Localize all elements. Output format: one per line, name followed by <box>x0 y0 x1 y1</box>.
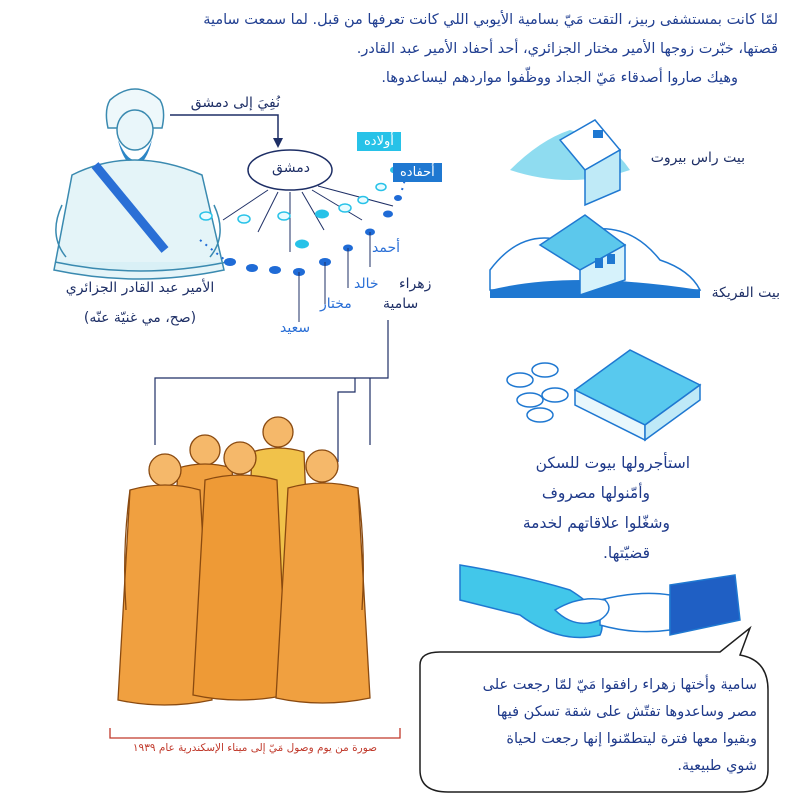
children-tag: أولاده <box>357 132 401 151</box>
money-illustration <box>507 350 700 440</box>
grandchildren-dots <box>224 195 402 276</box>
emir-name: الأمير عبد القادر الجزائري <box>65 280 215 296</box>
beirut-house-label: بيت راس بيروت <box>650 150 745 166</box>
name-zahra: زهراء <box>399 276 432 292</box>
handshake-illustration <box>460 565 740 638</box>
emir-figure <box>54 89 227 279</box>
bubble-line-1: سامية وأختها زهراء رافقوا مَيّ لمّا رجعت على <box>482 677 757 693</box>
help-line-1: استأجرولها بيوت للسكن <box>535 454 690 472</box>
name-samia: سامية <box>383 296 419 312</box>
exile-arrow <box>170 115 278 140</box>
help-text <box>450 448 690 568</box>
intro-line-2: قصتها، خبّرت زوجها الأمير مختار الجزائري، أحد أحفاد الأمير عبد القادر. <box>356 41 778 57</box>
name-mukhtar: مختار <box>320 296 352 312</box>
bubble-line-4: شوي طبيعية. <box>677 758 757 774</box>
name-khaled: خالد <box>354 276 379 292</box>
name-said: سعيد <box>280 320 311 336</box>
emir-prayer: (صح، مي غنيّة عنّه) <box>83 310 197 326</box>
bubble-line-2: مصر وساعدوها تفتّش على شقة تسكن فيها <box>496 704 757 720</box>
photo-caption: صورة من يوم وصول مَيّ إلى ميناء الإسكندرية عام ١٩٣٩ <box>132 742 378 754</box>
bubble-text <box>432 672 757 780</box>
country-house-label: بيت الفريكة <box>711 285 780 301</box>
bubble-line-3: وبقيوا معها فترة ليتطمّنوا إنها رجعت لحياة <box>506 731 757 747</box>
group-photo <box>118 417 370 705</box>
exile-label: نُفِيَ إلى دمشق <box>190 95 280 111</box>
beirut-house <box>510 120 630 205</box>
help-line-4: قضيّتها. <box>603 544 650 562</box>
damascus-label: دمشق <box>272 160 310 176</box>
help-line-2: وأمّنولها مصروف <box>541 484 650 502</box>
help-line-3: وشغّلوا علاقاتهم لخدمة <box>522 514 670 532</box>
name-ahmad: أحمد <box>372 240 400 256</box>
intro-line-3: وهيك صاروا أصدقاء مَيّ الجداد ووظّفوا مواردهم ليساعدوها. <box>381 70 738 86</box>
intro-line-1: لمّا كانت بمستشفى ربيز، التقت مَيّ بسامية الأيوبي اللي كانت تعرفها من قبل. لما سمعت سامية <box>203 12 778 28</box>
country-house <box>490 215 700 298</box>
grandchildren-tag: أحفاده <box>393 163 442 182</box>
